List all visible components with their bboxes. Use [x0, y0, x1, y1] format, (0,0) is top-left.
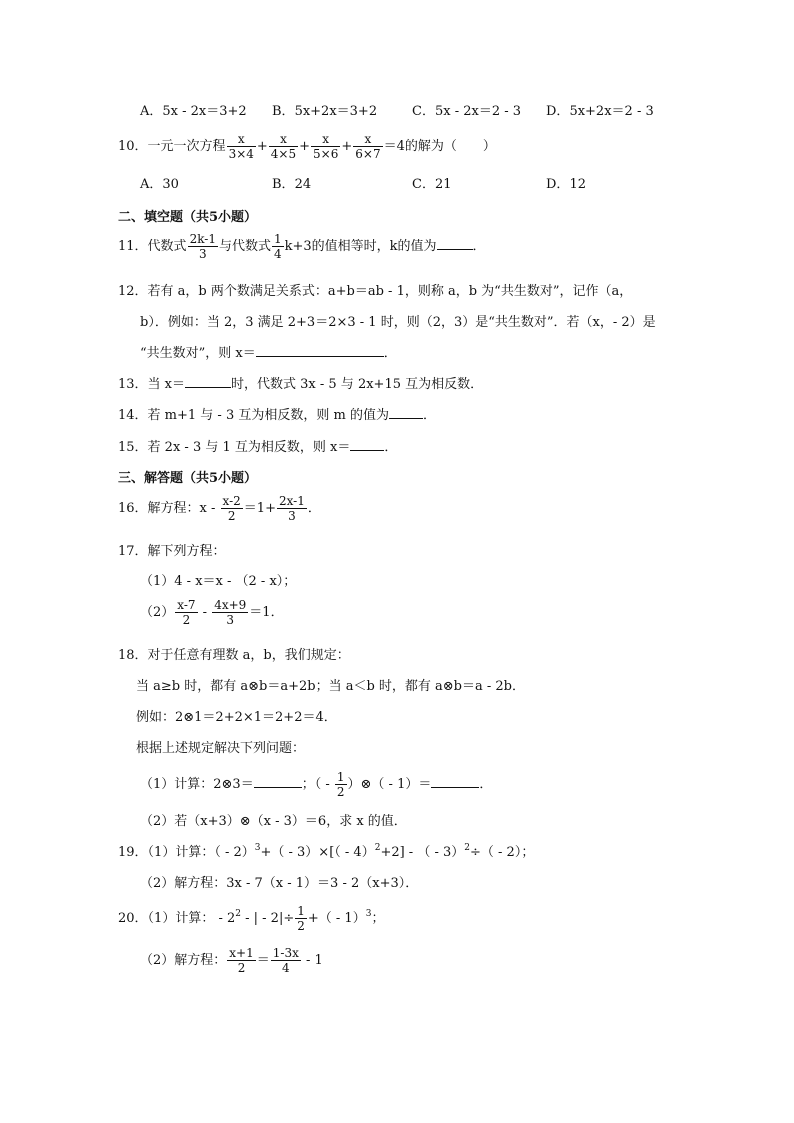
- fraction-denominator: 2: [182, 613, 191, 627]
- question-number: 18．: [118, 648, 148, 663]
- plus-sign: +: [341, 139, 353, 154]
- question-text: 代数式: [147, 239, 187, 254]
- question-text: （1）计算： - 2: [147, 911, 236, 926]
- fraction: [188, 232, 218, 261]
- q10-option-a: A．30: [140, 177, 179, 192]
- q9-option-d: D．5x+2x＝2 - 3: [546, 104, 654, 119]
- question-text: ÷（ - 2）；: [470, 845, 535, 860]
- question-text: 一元一次方程: [147, 139, 226, 154]
- question-12-line-1: [118, 280, 632, 299]
- exponent: 2: [464, 843, 470, 853]
- fraction-numerator: x: [269, 132, 298, 147]
- q9-option-b: B．5x+2x＝3+2: [272, 104, 378, 119]
- question-text: 当 x＝: [147, 377, 186, 392]
- fraction-denominator: 2: [297, 919, 305, 933]
- question-text: “共生数对”，则 x＝: [140, 346, 256, 361]
- fraction-denominator: 4×5: [270, 147, 297, 161]
- exponent: 3: [254, 843, 261, 853]
- question-12-line-2: b）．例如：当 2，3 满足 2+3＝2×3 - 1 时，则（2，3）是“共生数对”．若（x，- 2）是: [140, 315, 656, 330]
- fraction: [295, 904, 307, 933]
- fraction: [212, 598, 248, 627]
- question-number: 15．: [118, 440, 148, 455]
- question-text: 解方程：x -: [147, 501, 220, 516]
- fraction-numerator: 4x+9: [214, 598, 247, 612]
- question-text: ）⊗（ - 1）＝: [347, 777, 432, 792]
- question-number: 10．: [118, 139, 148, 154]
- question-text: k+3的值相等时，k的值为: [284, 239, 437, 254]
- q9-option-a: A．5x - 2x＝3+2: [140, 104, 247, 119]
- fraction-numerator: 1-3x: [272, 946, 299, 960]
- fraction: [271, 946, 301, 975]
- question-text: ．: [383, 346, 397, 361]
- question-text: 解下列方程：: [147, 544, 226, 559]
- question-12-line-3: [140, 342, 397, 361]
- fraction-denominator: 3×4: [228, 147, 254, 161]
- question-text: 时，代数式 3x - 5 与 2x+15 互为相反数．: [231, 377, 484, 392]
- fraction-numerator: 1: [297, 904, 305, 918]
- question-number: 12．: [118, 284, 148, 299]
- question-number: 17．: [118, 544, 148, 559]
- question-text: （2）解方程：: [140, 953, 227, 968]
- section-heading-fill-in: 二、填空题（共5小题）: [118, 210, 258, 225]
- part-label: （2）: [140, 605, 175, 620]
- question-14: [118, 404, 436, 423]
- minus-sign: -: [198, 605, 212, 620]
- fraction: [272, 232, 284, 261]
- question-text: ．: [479, 777, 493, 792]
- fraction-denominator: 2: [237, 961, 246, 975]
- fraction: [175, 598, 197, 627]
- fraction-numerator: x+1: [229, 946, 254, 960]
- question-text: - 1: [301, 953, 323, 968]
- answer-blank[interactable]: [254, 775, 302, 788]
- fraction-numerator: 1: [273, 232, 282, 246]
- fraction: [311, 132, 340, 161]
- question-13: [118, 373, 483, 392]
- fraction: [221, 494, 243, 523]
- question-number: 14．: [118, 408, 148, 423]
- fraction: [227, 132, 256, 161]
- fraction-denominator: 2: [336, 785, 345, 799]
- question-number: 13．: [118, 377, 148, 392]
- fraction-numerator: 2x-1: [278, 494, 305, 508]
- question-17-part-1: （1）4 - x＝x - （2 - x）；: [140, 574, 297, 589]
- question-18-title: [118, 644, 350, 663]
- fraction-denominator: 4: [281, 961, 290, 975]
- equals-sign: ＝: [256, 953, 270, 968]
- question-text: 若 2x - 3 与 1 互为相反数，则 x＝: [147, 440, 351, 455]
- fraction: [277, 494, 307, 523]
- question-number: 19．: [118, 845, 148, 860]
- fraction: [353, 132, 382, 161]
- question-text: - | - 2|÷: [240, 911, 295, 926]
- question-text: ．: [384, 440, 398, 455]
- question-20-part-2: [140, 946, 323, 975]
- question-number: 11．: [118, 239, 148, 254]
- exponent: 2: [374, 843, 381, 853]
- question-18-part-1: [140, 770, 492, 799]
- question-text: ．: [422, 408, 436, 423]
- question-10: [118, 132, 496, 161]
- question-17-part-2: [140, 598, 284, 627]
- question-text: 若 m+1 与 - 3 互为相反数，则 m 的值为: [147, 408, 389, 423]
- fraction-numerator: x: [311, 132, 340, 147]
- fraction-numerator: 2k-1: [189, 232, 216, 246]
- answer-blank[interactable]: [431, 775, 479, 788]
- question-text: 与代数式: [218, 239, 271, 254]
- question-18-example: 例如：2⊗1＝2+2×1＝2+2＝4．: [136, 710, 337, 725]
- fraction-denominator: 6×7: [355, 147, 381, 161]
- question-text: ；（ -: [301, 777, 334, 792]
- fraction-denominator: 3: [226, 613, 235, 627]
- question-16: [118, 494, 321, 523]
- question-text: +（ - 3）×[（ - 4）: [260, 845, 375, 860]
- question-text: ＝1．: [249, 605, 284, 620]
- answer-blank[interactable]: [185, 375, 231, 388]
- question-text: ．: [472, 239, 486, 254]
- question-text: （1）计算：（ - 2）: [147, 845, 255, 860]
- answer-blank[interactable]: [389, 406, 423, 419]
- question-text: ．: [307, 501, 321, 516]
- q10-option-b: B．24: [272, 177, 312, 192]
- fraction-denominator: 3: [198, 247, 207, 261]
- question-text: ；: [371, 911, 385, 926]
- plus-sign: +: [256, 139, 268, 154]
- fraction-numerator: x: [353, 132, 382, 147]
- question-19-part-1: [118, 841, 534, 860]
- q10-option-d: D．12: [546, 177, 586, 192]
- fraction-numerator: x-2: [222, 494, 241, 508]
- question-text: +（ - 1）: [307, 911, 366, 926]
- q9-option-c: C．5x - 2x＝2 - 3: [412, 104, 522, 119]
- question-20-part-1: [118, 904, 384, 933]
- section-heading-solve: 三、解答题（共5小题）: [118, 471, 258, 486]
- exponent: 3: [365, 909, 372, 919]
- question-15: [118, 436, 397, 455]
- answer-blank[interactable]: [256, 344, 384, 357]
- fraction-denominator: 4: [273, 247, 282, 261]
- question-text: ＝1+: [243, 501, 276, 516]
- question-text: +2] - （ - 3）: [380, 845, 465, 860]
- fraction-numerator: x-7: [177, 598, 196, 612]
- fraction: [335, 770, 347, 799]
- fraction: [269, 132, 298, 161]
- plus-sign: +: [299, 139, 311, 154]
- question-18-part-2: （2）若（x+3）⊗（x - 3）＝6，求 x 的值．: [140, 814, 407, 829]
- question-text: ＝4的解为（ ）: [383, 139, 496, 154]
- answer-blank[interactable]: [350, 438, 384, 451]
- question-text: 若有 a，b 两个数满足关系式：a+b＝ab - 1，则称 a，b 为“共生数对”，记作（a，: [147, 284, 633, 299]
- fraction-denominator: 3: [288, 509, 296, 523]
- fraction-denominator: 2: [227, 509, 236, 523]
- question-text: 对于任意有理数 a，b，我们规定：: [147, 648, 350, 663]
- question-17-title: [118, 540, 226, 559]
- question-18-rule: 当 a≥b 时，都有 a⊗b＝a+2b；当 a＜b 时，都有 a⊗b＝a - 2b．: [136, 679, 525, 694]
- question-number: 20．: [118, 911, 148, 926]
- question-text: （1）计算：2⊗3＝: [140, 777, 254, 792]
- fraction: [227, 946, 255, 975]
- fraction-denominator: 5×6: [313, 147, 339, 161]
- question-11: [118, 232, 486, 261]
- fraction-numerator: 1: [336, 770, 345, 784]
- answer-blank[interactable]: [437, 237, 473, 250]
- question-18-instruction: 根据上述规定解决下列问题：: [136, 741, 306, 756]
- q10-option-c: C．21: [412, 177, 452, 192]
- exponent: 2: [235, 909, 241, 919]
- question-number: 16．: [118, 501, 148, 516]
- fraction-numerator: x: [227, 132, 256, 147]
- question-19-part-2: （2）解方程：3x - 7（x - 1）＝3 - 2（x+3）．: [140, 876, 419, 891]
